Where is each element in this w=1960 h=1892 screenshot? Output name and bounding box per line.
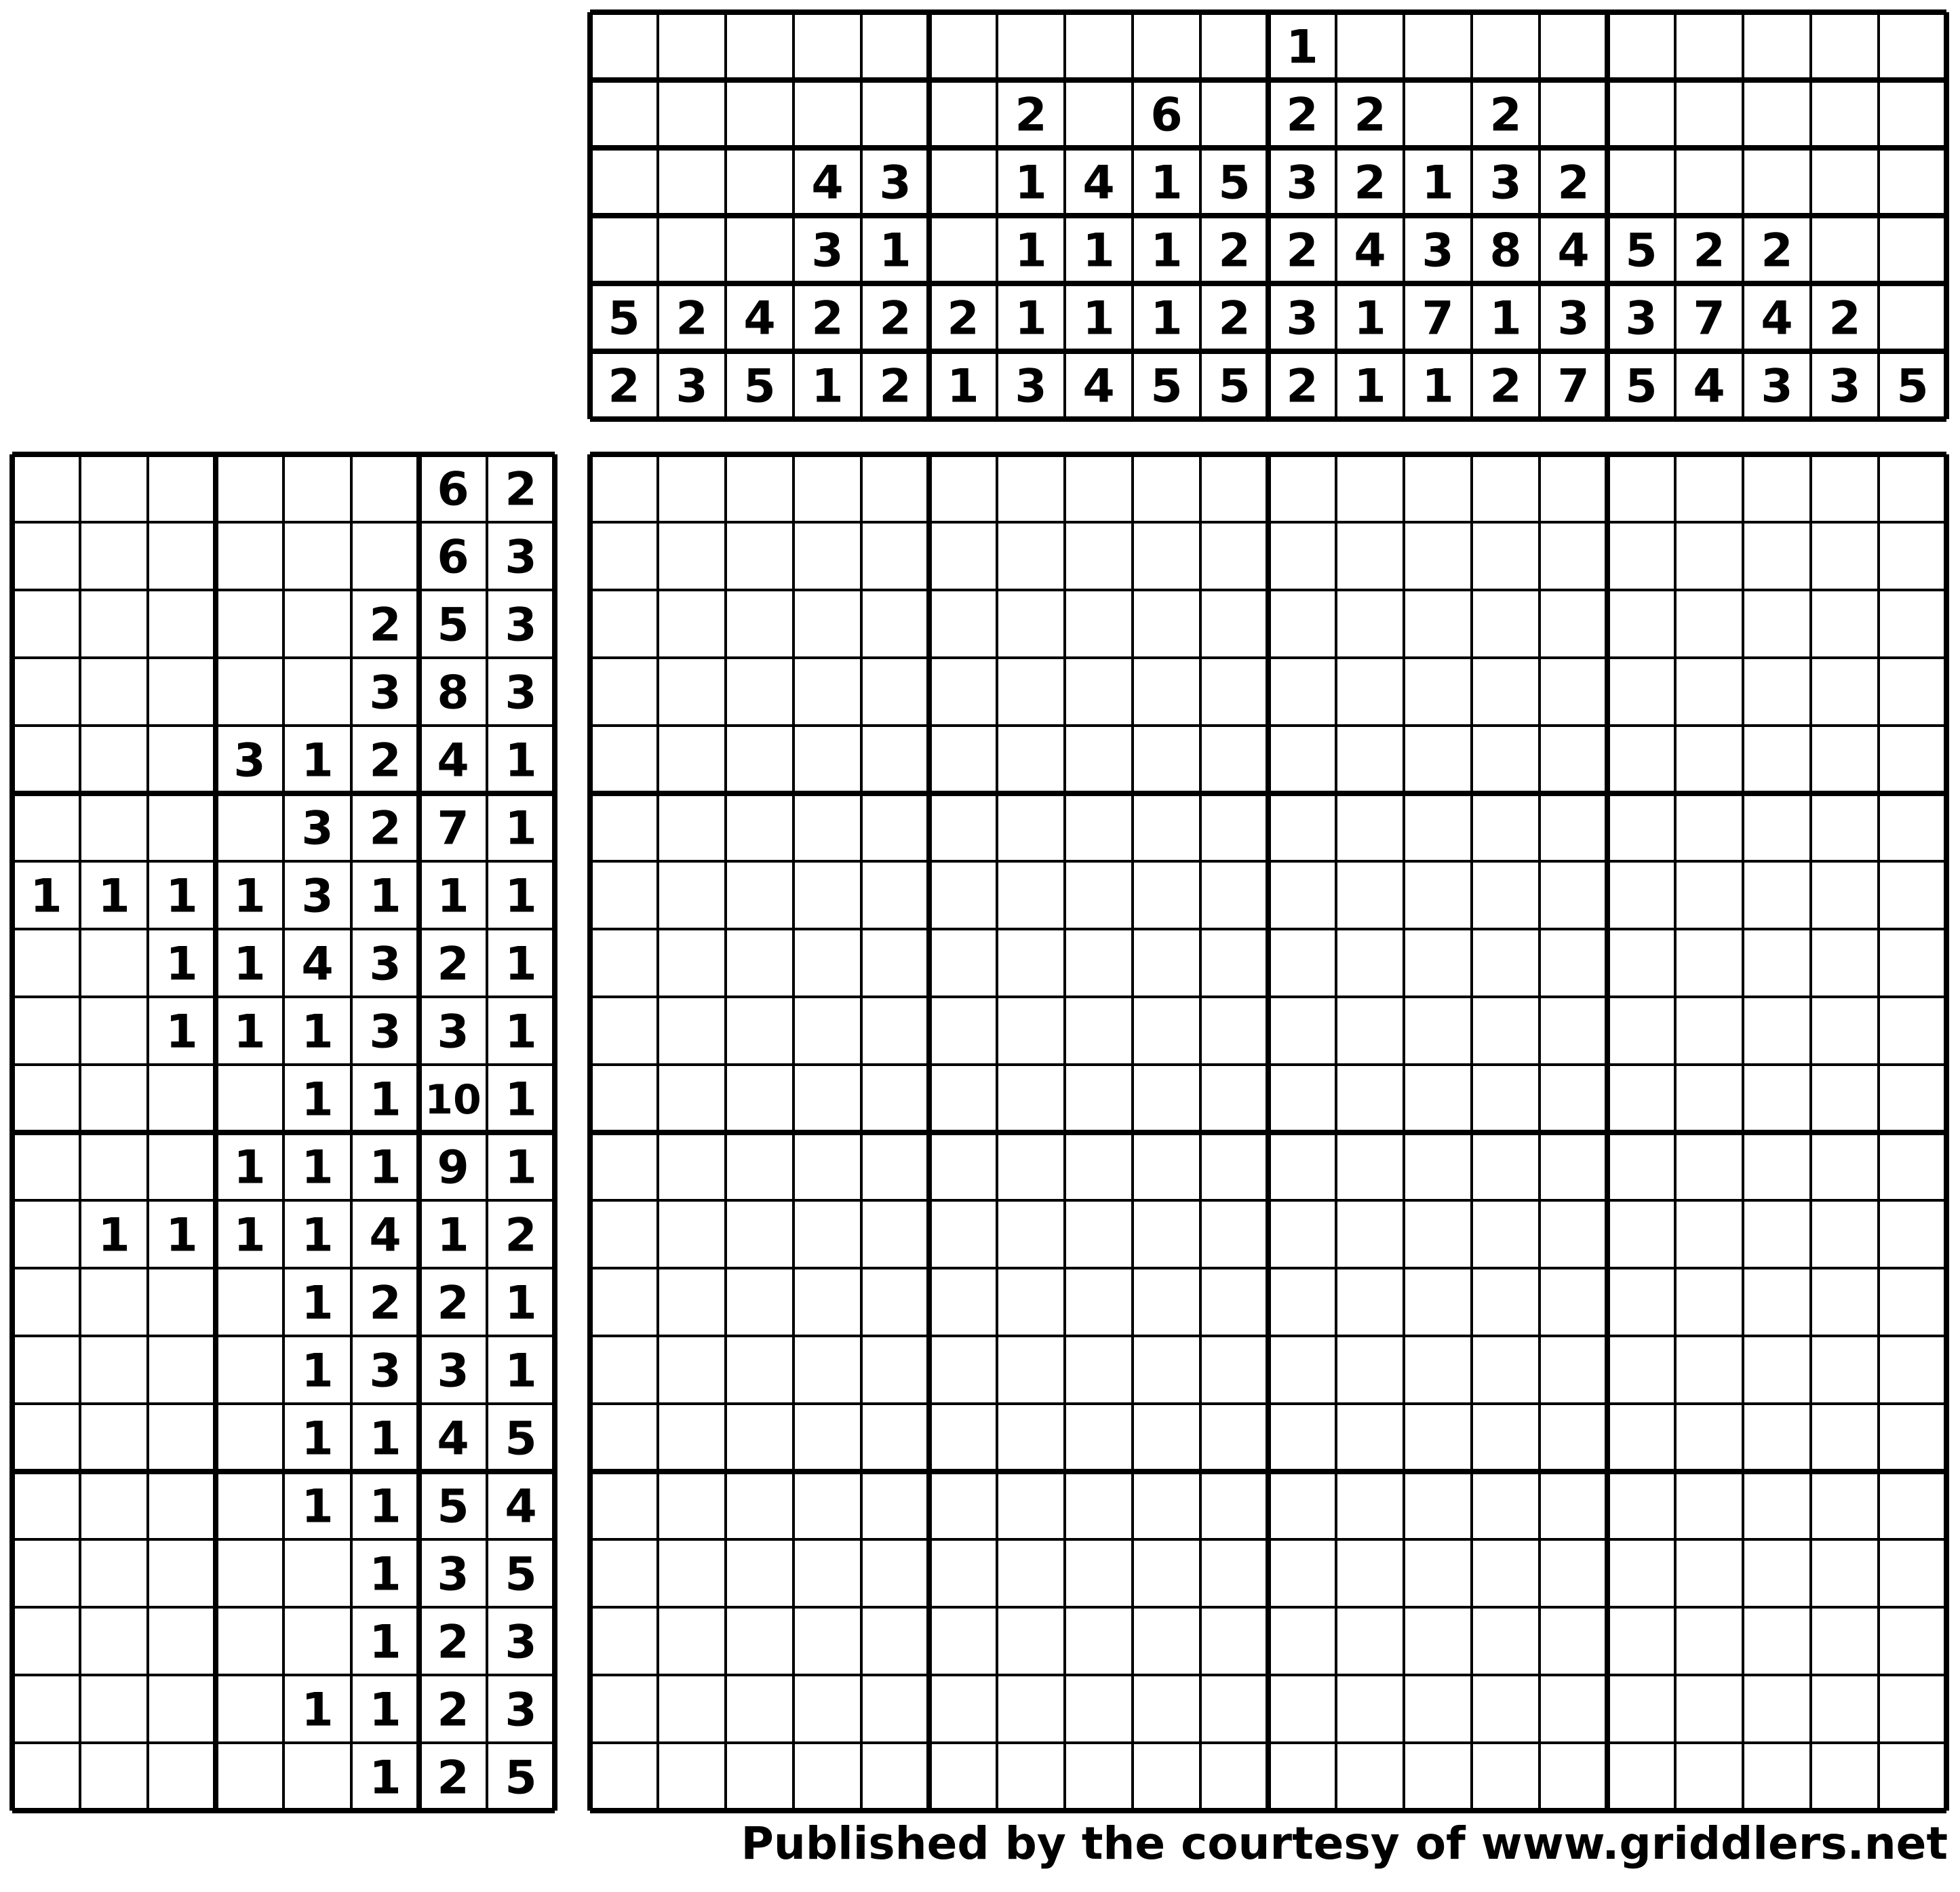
row-clue-number: 1: [98, 869, 130, 924]
column-clue-panel: [590, 12, 1946, 419]
row-clue-number: 3: [369, 1344, 401, 1398]
column-clue-number: 2: [1286, 224, 1318, 278]
row-clue-number: 1: [301, 1208, 334, 1263]
row-clue-number: 1: [369, 1073, 401, 1127]
column-clue-number: 4: [1693, 359, 1725, 414]
row-clue-number: 10: [425, 1076, 482, 1124]
row-clue-number: 1: [369, 1615, 401, 1670]
column-clue-number: 5: [1625, 359, 1658, 414]
column-clue-number: 2: [675, 292, 708, 346]
row-clue-number: 3: [505, 666, 537, 720]
credit-text: Published by the courtesy of www.griddlers.net: [741, 1817, 1948, 1870]
column-clue-number: 3: [811, 224, 844, 278]
row-clue-number: 1: [505, 734, 537, 788]
column-clue-number: 4: [811, 156, 844, 210]
column-clue-number: 5: [1150, 359, 1183, 414]
column-clue-number: 2: [1218, 292, 1251, 346]
row-clue-number: 4: [301, 937, 334, 991]
row-clue-number: 9: [437, 1141, 469, 1195]
solution-grid: [590, 454, 1946, 1811]
row-clue-number: 1: [505, 1005, 537, 1059]
row-clue-number: 3: [369, 666, 401, 720]
row-clue-panel: [12, 454, 555, 1811]
row-clue-number: 1: [301, 1073, 334, 1127]
column-clue-number: 1: [879, 224, 912, 278]
row-clue-number: 3: [369, 1005, 401, 1059]
row-clue-number: 1: [301, 1412, 334, 1466]
row-clue-number: 5: [505, 1548, 537, 1602]
row-clue-number: 1: [165, 1005, 198, 1059]
column-clue-number: 3: [1422, 224, 1454, 278]
column-clue-number: 2: [879, 359, 912, 414]
row-clue-number: 2: [437, 1751, 469, 1805]
row-clue-number: 1: [369, 1412, 401, 1466]
row-clue-number: 2: [437, 937, 469, 991]
column-clue-number: 1: [1082, 292, 1115, 346]
row-clue-number: 1: [233, 1208, 266, 1263]
row-clue-number: 1: [505, 1344, 537, 1398]
column-clue-number: 1: [1286, 20, 1318, 75]
column-clue-number: 2: [1354, 88, 1386, 142]
row-clue-number: 1: [505, 1073, 537, 1127]
row-clue-number: 1: [369, 1480, 401, 1534]
row-clue-number: 1: [505, 937, 537, 991]
column-clue-number: 1: [1015, 156, 1047, 210]
column-clue-number: 5: [1218, 359, 1251, 414]
row-clue-number: 5: [505, 1751, 537, 1805]
column-clue-number: 7: [1557, 359, 1590, 414]
row-clue-number: 3: [301, 869, 334, 924]
column-clue-number: 1: [1015, 292, 1047, 346]
row-clue-number: 1: [233, 869, 266, 924]
column-clue-number: 2: [879, 292, 912, 346]
row-clue-number: 4: [437, 1412, 469, 1466]
column-clue-number: 1: [1150, 224, 1183, 278]
column-clue-number: 3: [1828, 359, 1861, 414]
row-clue-number: 1: [437, 1208, 469, 1263]
row-clue-number: 1: [98, 1208, 130, 1263]
row-clue-number: 1: [233, 937, 266, 991]
column-clue-number: 1: [1489, 292, 1522, 346]
column-clue-number: 1: [947, 359, 979, 414]
column-clue-number: 4: [1761, 292, 1793, 346]
column-clue-number: 6: [1150, 88, 1183, 142]
row-clue-number: 3: [437, 1344, 469, 1398]
row-clue-number: 1: [505, 1276, 537, 1331]
column-clue-number: 4: [1354, 224, 1386, 278]
column-clue-number: 1: [1422, 359, 1454, 414]
row-clue-number: 1: [369, 1548, 401, 1602]
row-clue-number: 2: [437, 1276, 469, 1331]
column-clue-number: 2: [1761, 224, 1793, 278]
row-clue-number: 1: [369, 869, 401, 924]
row-clue-number: 4: [437, 734, 469, 788]
column-clue-number: 1: [1354, 359, 1386, 414]
column-clue-number: 4: [1082, 156, 1115, 210]
column-clue-number: 3: [1761, 359, 1793, 414]
column-clue-number: 2: [1693, 224, 1725, 278]
column-clue-number: 2: [1828, 292, 1861, 346]
row-clue-number: 2: [505, 1208, 537, 1263]
column-clue-number: 2: [608, 359, 640, 414]
row-clue-number: 1: [30, 869, 62, 924]
column-clue-number: 3: [1557, 292, 1590, 346]
row-clue-number: 3: [505, 1683, 537, 1737]
row-clue-number: 1: [301, 1683, 334, 1737]
row-clue-number: 1: [233, 1141, 266, 1195]
column-clue-number: 5: [608, 292, 640, 346]
column-clue-number: 1: [811, 359, 844, 414]
column-clue-number: 1: [1422, 156, 1454, 210]
column-clue-number: 2: [1286, 359, 1318, 414]
column-clue-number: 5: [1896, 359, 1929, 414]
column-clue-number: 3: [1625, 292, 1658, 346]
row-clue-number: 1: [437, 869, 469, 924]
column-clue-number: 3: [675, 359, 708, 414]
column-clue-number: 1: [1150, 292, 1183, 346]
row-clue-number: 1: [165, 937, 198, 991]
row-clue-number: 2: [369, 1276, 401, 1331]
row-clue-number: 2: [505, 462, 537, 517]
row-clue-number: 1: [301, 1141, 334, 1195]
column-clue-number: 8: [1489, 224, 1522, 278]
row-clue-number: 1: [505, 802, 537, 856]
row-clue-number: 4: [505, 1480, 537, 1534]
row-clue-number: 5: [505, 1412, 537, 1466]
row-clue-number: 4: [369, 1208, 401, 1263]
column-clue-number: 2: [947, 292, 979, 346]
row-clue-number: 8: [437, 666, 469, 720]
row-clue-number: 3: [301, 802, 334, 856]
column-clue-number: 2: [1489, 88, 1522, 142]
row-clue-number: 1: [165, 869, 198, 924]
column-clue-number: 4: [1082, 359, 1115, 414]
row-clue-number: 3: [505, 598, 537, 652]
column-clue-number: 3: [1489, 156, 1522, 210]
row-clue-number: 3: [505, 530, 537, 585]
row-clue-number: 5: [437, 598, 469, 652]
row-clue-number: 1: [301, 1344, 334, 1398]
column-clue-number: 3: [1286, 156, 1318, 210]
row-clue-number: 1: [301, 1276, 334, 1331]
column-clue-number: 7: [1422, 292, 1454, 346]
row-clue-number: 3: [437, 1005, 469, 1059]
row-clue-number: 1: [369, 1141, 401, 1195]
row-clue-number: 3: [437, 1548, 469, 1602]
row-clue-number: 6: [437, 530, 469, 585]
row-clue-number: 1: [165, 1208, 198, 1263]
column-clue-number: 5: [1218, 156, 1251, 210]
row-clue-number: 2: [437, 1615, 469, 1670]
row-clue-number: 1: [505, 1141, 537, 1195]
row-clue-number: 5: [437, 1480, 469, 1534]
row-clue-number: 2: [369, 734, 401, 788]
column-clue-number: 1: [1082, 224, 1115, 278]
column-clue-number: 2: [1557, 156, 1590, 210]
row-clue-number: 1: [301, 1480, 334, 1534]
column-clue-number: 5: [743, 359, 776, 414]
row-clue-number: 2: [369, 598, 401, 652]
column-clue-number: 2: [1015, 88, 1047, 142]
row-clue-number: 1: [233, 1005, 266, 1059]
column-clue-number: 2: [1286, 88, 1318, 142]
column-clue-number: 1: [1354, 292, 1386, 346]
column-clue-number: 1: [1150, 156, 1183, 210]
column-clue-number: 1: [1015, 224, 1047, 278]
row-clue-number: 7: [437, 802, 469, 856]
row-clue-number: 1: [301, 734, 334, 788]
row-clue-number: 2: [437, 1683, 469, 1737]
column-clue-number: 3: [1286, 292, 1318, 346]
column-clue-number: 7: [1693, 292, 1725, 346]
row-clue-number: 1: [301, 1005, 334, 1059]
column-clue-number: 2: [1218, 224, 1251, 278]
column-clue-number: 5: [1625, 224, 1658, 278]
column-clue-number: 3: [1015, 359, 1047, 414]
row-clue-number: 3: [369, 937, 401, 991]
row-clue-number: 1: [369, 1683, 401, 1737]
row-clue-number: 3: [233, 734, 266, 788]
row-clue-number: 6: [437, 462, 469, 517]
column-clue-number: 4: [1557, 224, 1590, 278]
column-clue-number: 2: [811, 292, 844, 346]
row-clue-number: 3: [505, 1615, 537, 1670]
row-clue-number: 2: [369, 802, 401, 856]
row-clue-number: 1: [369, 1751, 401, 1805]
column-clue-number: 2: [1489, 359, 1522, 414]
column-clue-number: 3: [879, 156, 912, 210]
row-clue-number: 1: [505, 869, 537, 924]
column-clue-number: 2: [1354, 156, 1386, 210]
column-clue-number: 4: [743, 292, 776, 346]
